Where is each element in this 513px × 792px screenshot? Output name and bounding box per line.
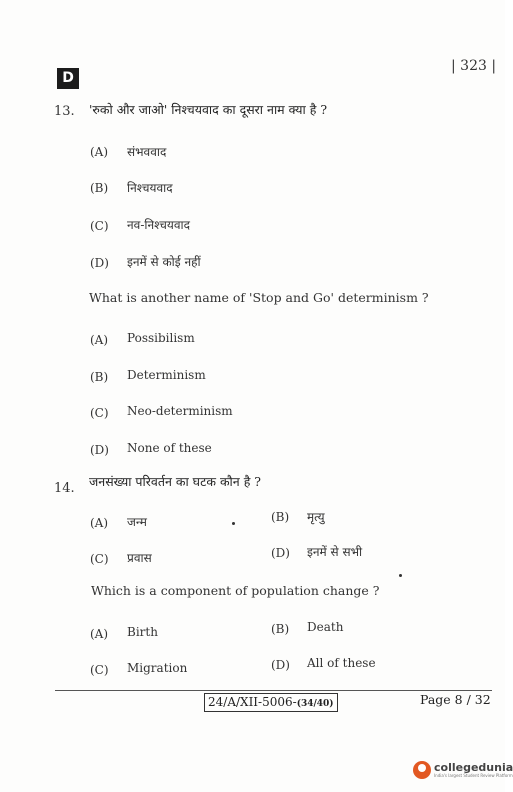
logo-text: collegedunia	[434, 761, 513, 774]
question-text-hindi: जनसंख्या परिवर्तन का घटक कौन है ?	[89, 474, 262, 489]
question-number: 14.	[54, 481, 75, 496]
paper-code	[204, 693, 338, 712]
stray-mark	[399, 574, 402, 577]
option-text: नव-निश्चयवाद	[127, 218, 190, 232]
option-text: मृत्यु	[307, 510, 325, 524]
option-text: Neo-determinism	[127, 404, 233, 418]
question-text-hindi: 'रुको और जाओ' निश्चयवाद का दूसरा नाम क्या है ?	[89, 102, 328, 117]
option-label: (C)	[90, 406, 109, 420]
option-text: Possibilism	[127, 331, 195, 345]
paper-code-main: 24/A/XII-5006-	[208, 695, 297, 709]
option-text: संभववाद	[127, 145, 167, 159]
section-badge: D	[57, 68, 79, 89]
option-text: Birth	[127, 625, 158, 639]
option-label: (A)	[90, 333, 109, 347]
option-label: (B)	[90, 370, 109, 384]
option-text: प्रवास	[127, 551, 152, 565]
question-text-english: What is another name of 'Stop and Go' determinism ?	[89, 290, 429, 305]
option-label: (A)	[90, 516, 109, 530]
option-text: इनमें से सभी	[307, 545, 363, 559]
option-text: Determinism	[127, 368, 206, 382]
option-label: (D)	[90, 443, 109, 457]
logo-tagline: India's largest Student Review Platform	[434, 773, 513, 778]
option-text: None of these	[127, 441, 212, 455]
collegedunia-logo	[413, 758, 513, 782]
option-label: (D)	[271, 546, 290, 560]
option-label: (D)	[90, 256, 109, 270]
option-text: All of these	[307, 656, 376, 670]
option-text: जन्म	[127, 515, 147, 529]
page-number: | 323 |	[451, 58, 497, 74]
option-label: (B)	[90, 181, 109, 195]
option-label: (B)	[271, 622, 290, 636]
option-label: (B)	[271, 510, 290, 524]
option-text: निश्चयवाद	[127, 181, 173, 195]
question-number: 13.	[54, 104, 75, 119]
option-label: (C)	[90, 663, 109, 677]
question-text-english: Which is a component of population change ?	[91, 583, 380, 598]
option-label: (C)	[90, 552, 109, 566]
option-label: (A)	[90, 627, 109, 641]
option-label: (A)	[90, 145, 109, 159]
option-text: Migration	[127, 661, 188, 675]
footer-rule	[55, 690, 492, 691]
stray-mark	[232, 522, 235, 525]
option-label: (C)	[90, 219, 109, 233]
option-text: Death	[307, 620, 344, 634]
collegedunia-logo-icon	[413, 761, 431, 779]
option-text: इनमें से कोई नहीं	[127, 255, 201, 269]
paper-code-suffix: (34/40)	[296, 699, 334, 709]
footer-page-label: Page 8 / 32	[420, 692, 491, 707]
option-label: (D)	[271, 658, 290, 672]
